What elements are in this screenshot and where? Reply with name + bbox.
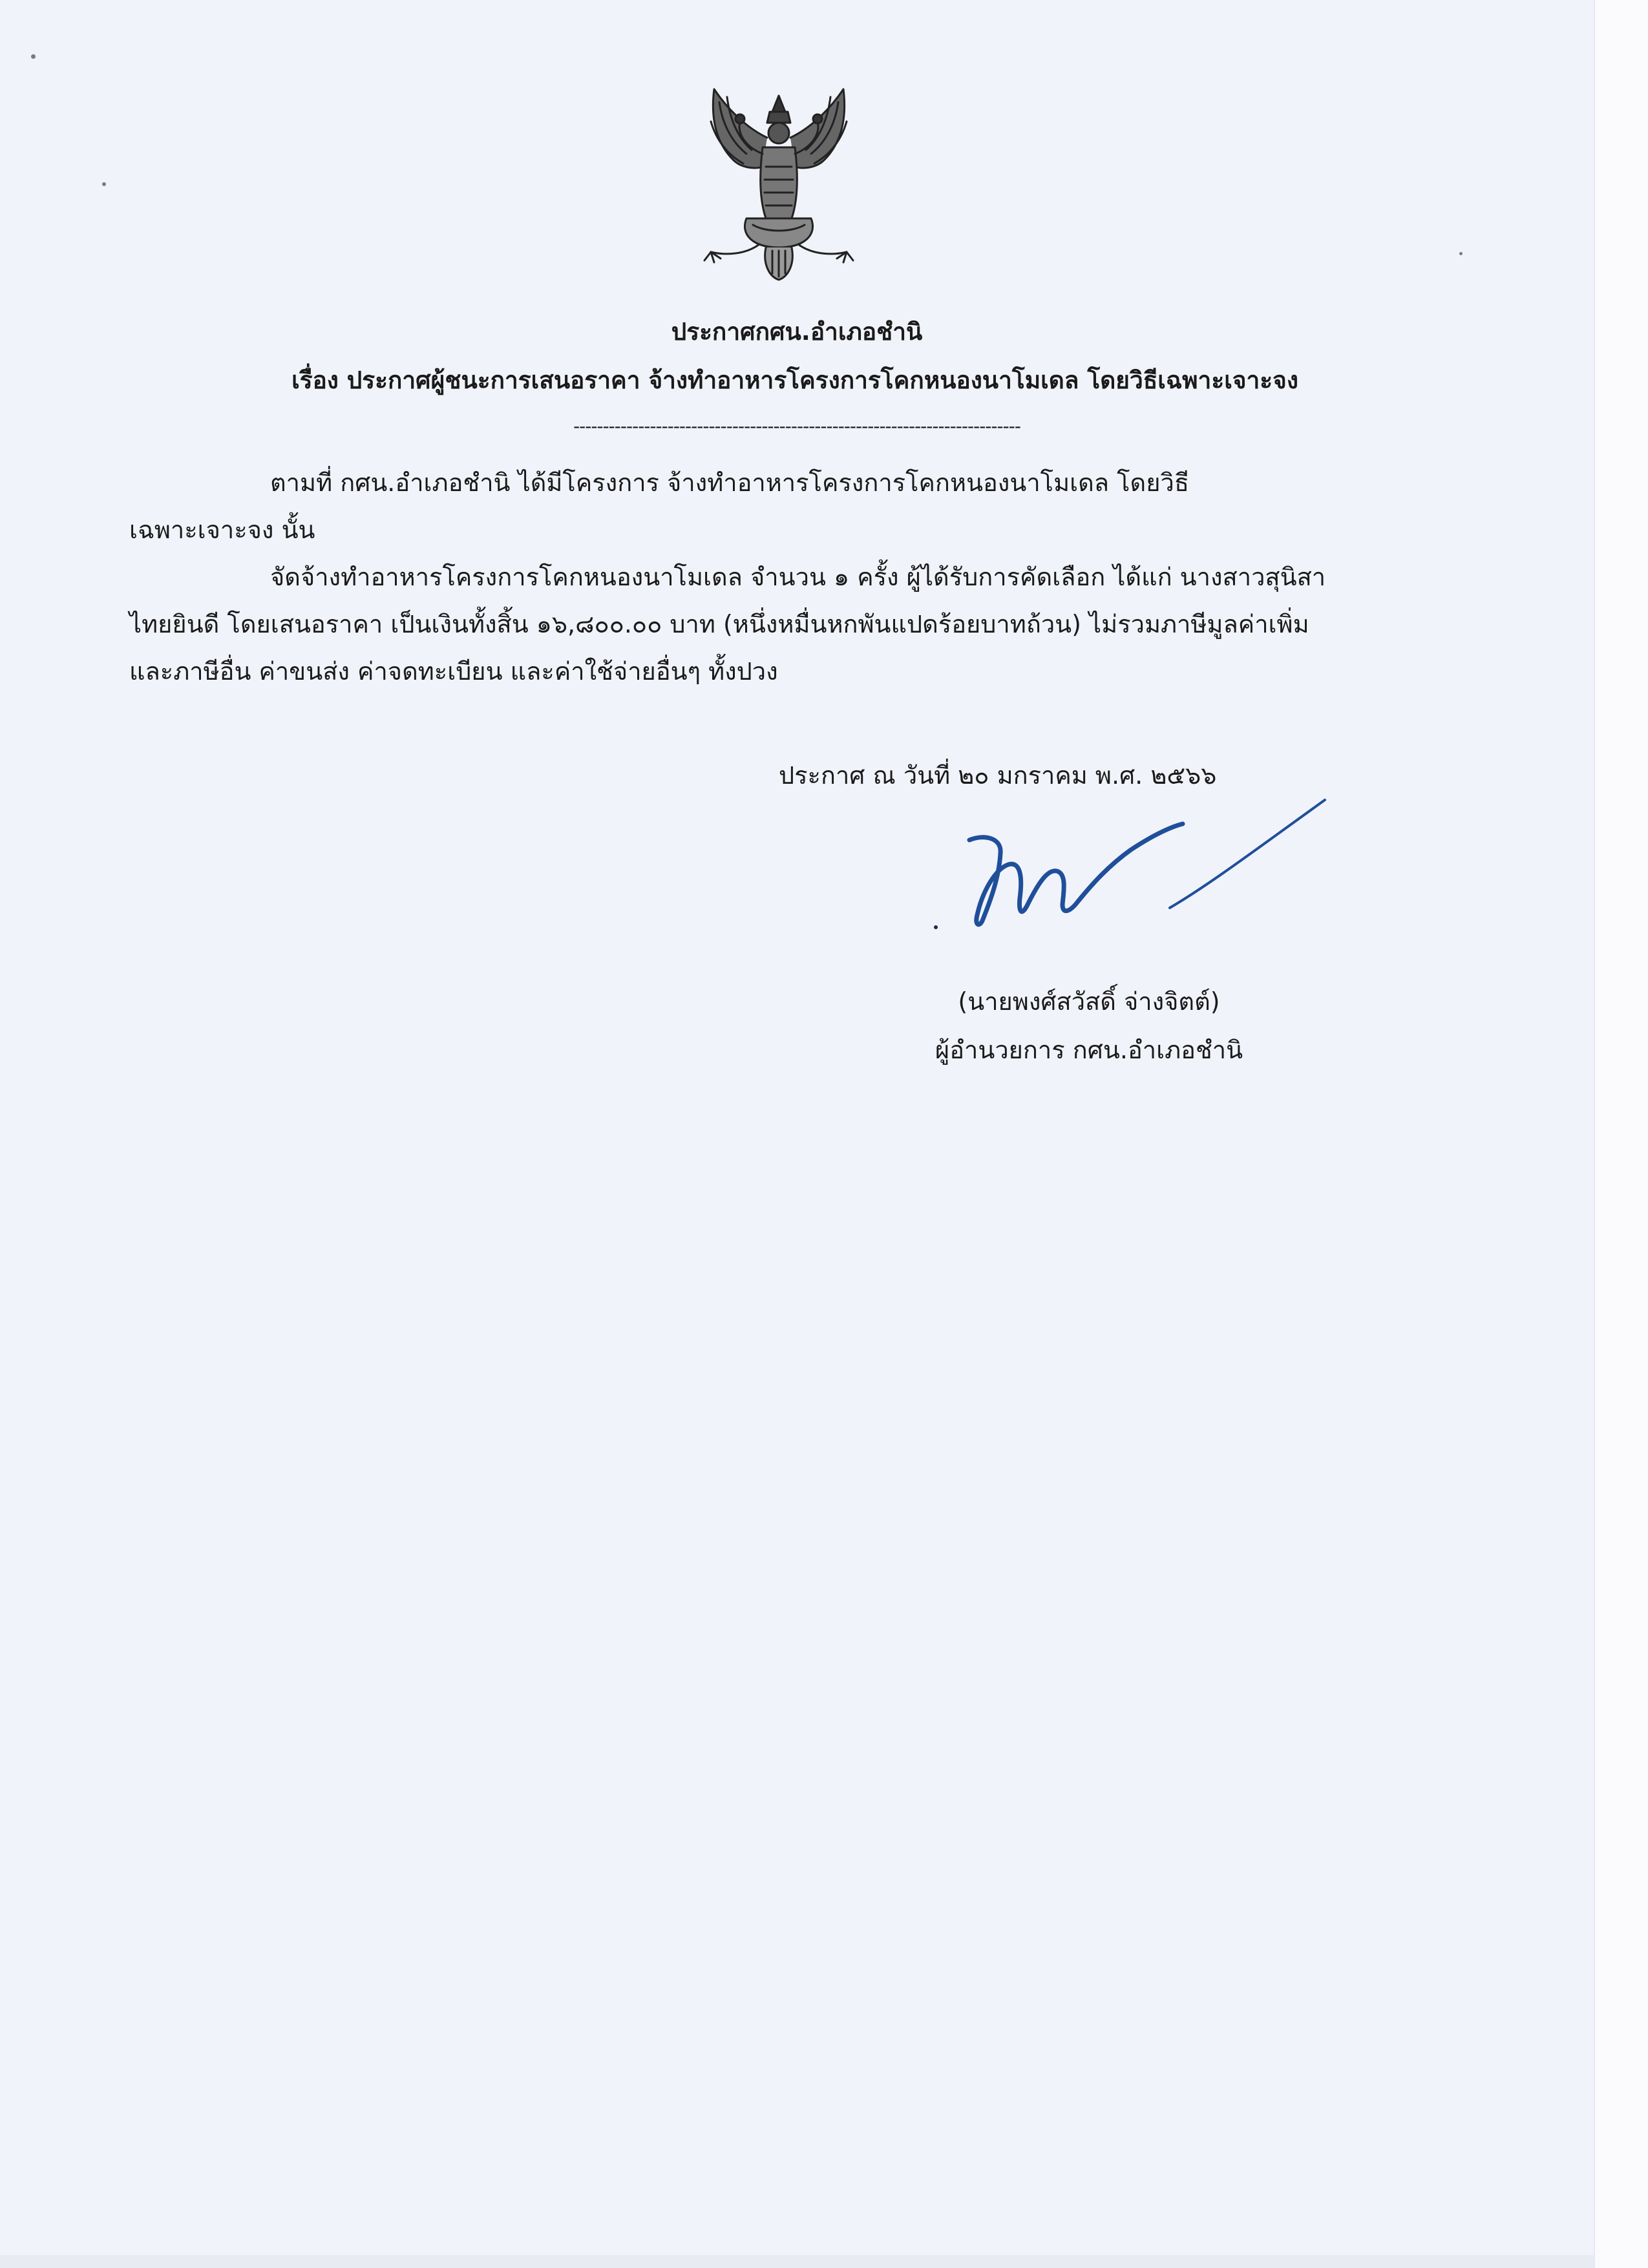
paragraph-2-line-3: และภาษีอื่น ค่าขนส่ง ค่าจดทะเบียน และค่าใช้จ่ายอื่นๆ ทั้งปวง <box>129 657 778 686</box>
scan-edge <box>1594 0 1648 2268</box>
announcement-date: ประกาศ ณ วันที่ ๒๐ มกราคม พ.ศ. ๒๕๖๖ <box>779 761 1217 790</box>
garuda-emblem-icon <box>675 83 882 289</box>
scan-speck <box>31 54 36 59</box>
subject-heading: เรื่อง ประกาศผู้ชนะการเสนอราคา จ้างทำอาหารโครงการโคกหนองนาโมเดล โดยวิธีเฉพาะเจาะจง <box>291 366 1298 394</box>
paragraph-1-line-1: ตามที่ กศน.อำเภอชำนิ ได้มีโครงการ จ้างทำอาหารโครงการโคกหนองนาโมเดล โดยวิธี <box>270 468 1190 497</box>
signer-name: (นายพงศ์สวัสดิ์ จ่างจิตต์) <box>958 987 1220 1016</box>
scan-bottom-edge <box>0 2255 1594 2268</box>
paragraph-2-line-1: จัดจ้างทำอาหารโครงการโคกหนองนาโมเดล จำนวน ๑ ครั้ง ผู้ได้รับการคัดเลือก ได้แก่ นางสาวสุนิสา <box>270 563 1326 591</box>
signer-title: ผู้อำนวยการ กศน.อำเภอชำนิ <box>935 1036 1243 1064</box>
scan-speck <box>102 182 106 186</box>
divider-line: ---------------------------------------------------------------------------- <box>573 415 1020 437</box>
paragraph-2-line-2: ไทยยินดี โดยเสนอราคา เป็นเงินทั้งสิ้น ๑๖,๘๐๐.๐๐ บาท (หนึ่งหมื่นหกพันแปดร้อยบาทถ้วน) ไม่รวมภาษีมูลค่าเพิ่ม <box>129 610 1309 638</box>
organization-heading: ประกาศกศน.อำเภอชำนิ <box>671 318 923 346</box>
scan-speck <box>1459 252 1463 255</box>
handwritten-signature <box>924 788 1338 937</box>
paragraph-1-line-2: เฉพาะเจาะจง นั้น <box>129 516 315 544</box>
